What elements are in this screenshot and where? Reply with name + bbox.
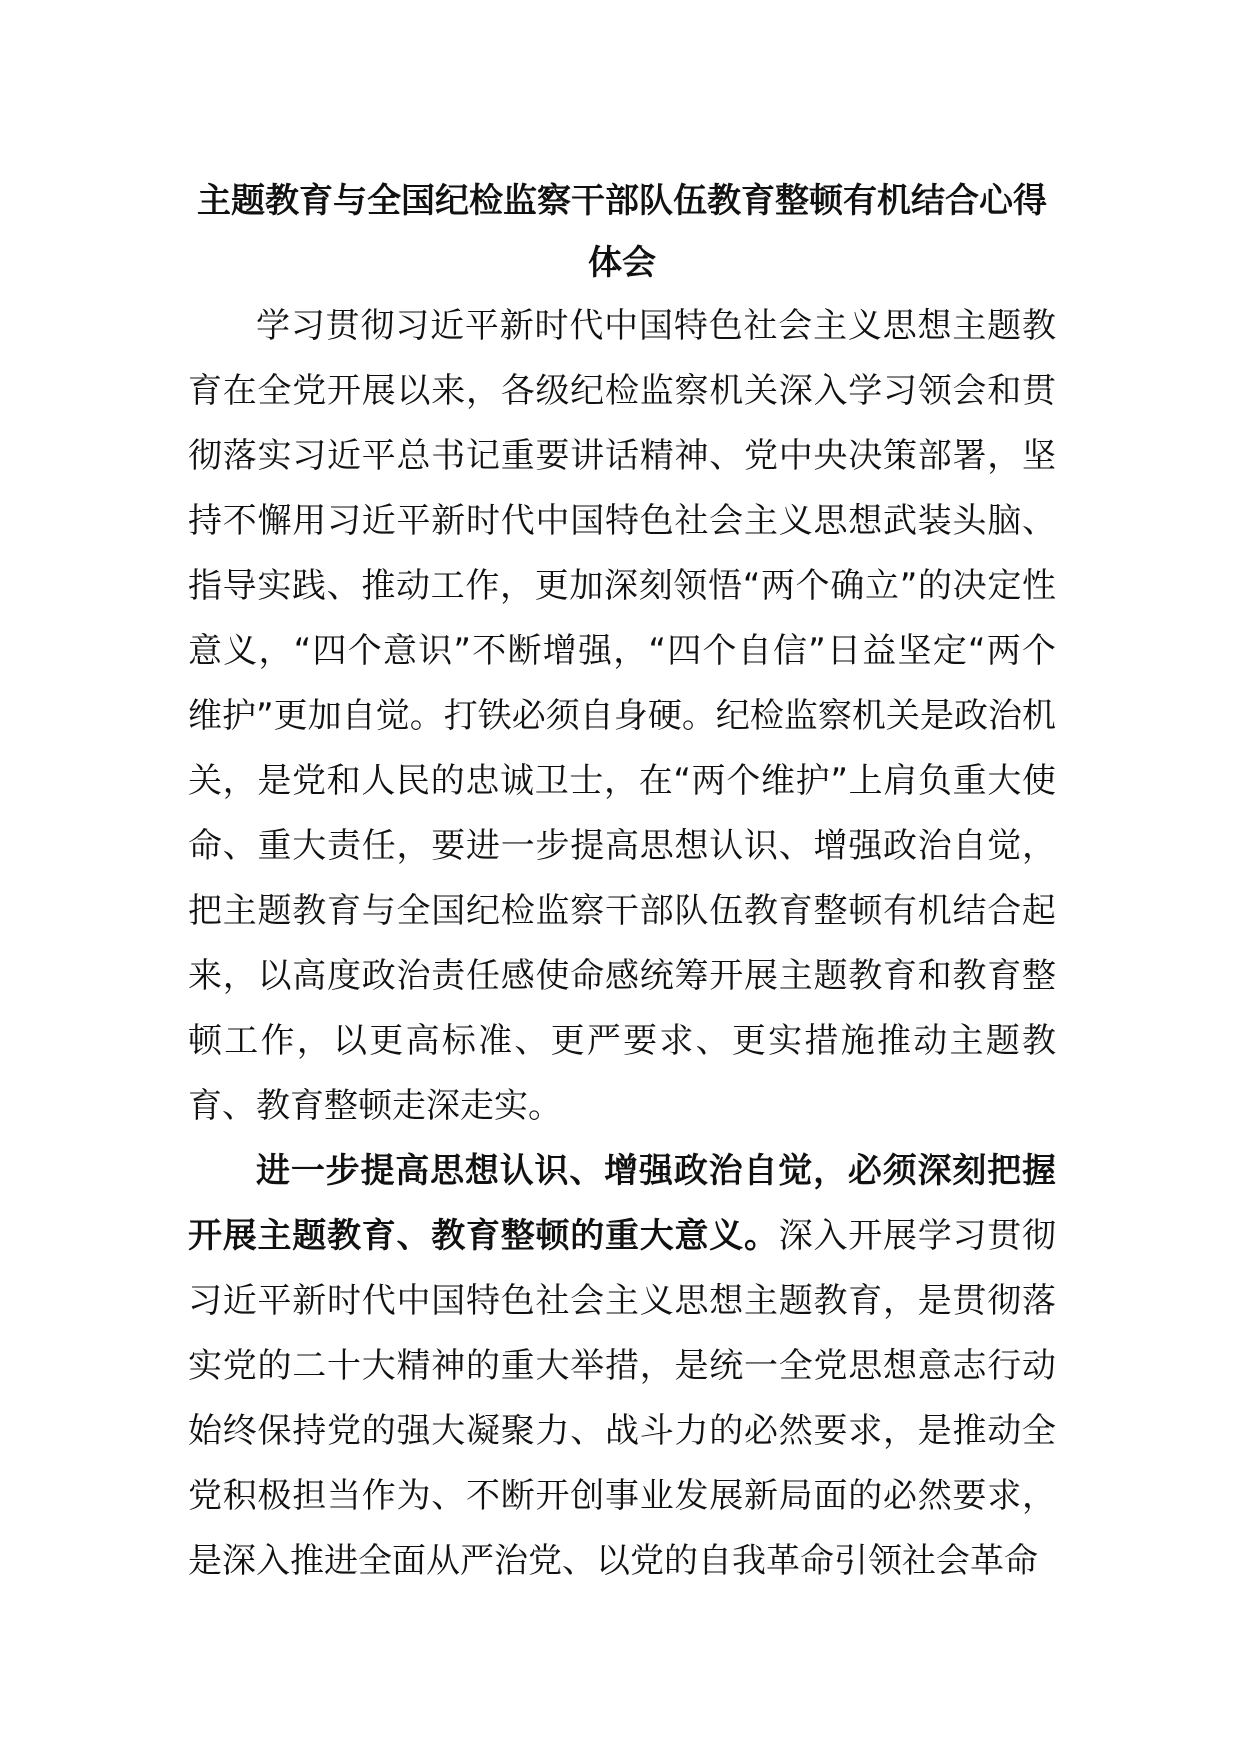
title-line-2: 体会 xyxy=(588,243,656,283)
paragraph-2-body: 深入开展学习贯彻习近平新时代中国特色社会主义思想主题教育，是贯彻落实党的二十大精神的重大举措，是统一全党思想意志行动始终保持党的强大凝聚力、战斗力的必然要求，是推动全党积极担当作为、不断开创事业发展新局面的必然要求，是深入推进全面从严治党、以党的自我革命引领社会革命 xyxy=(188,1216,1056,1581)
paragraph-2-lead: 进一步提高思想认识、增强政治自觉，必须深刻把握开展主题教育、教育整顿的重大意义。 xyxy=(188,1151,1056,1256)
document-body xyxy=(188,170,1056,1594)
document-title xyxy=(188,170,1056,294)
paragraph-1: 学习贯彻习近平新时代中国特色社会主义思想主题教育在全党开展以来，各级纪检监察机关深入学习领会和贯彻落实习近平总书记重要讲话精神、党中央决策部署，坚持不懈用习近平新时代中国特色社会主义思想武装头脑、指导实践、推动工作，更加深刻领悟“两个确立”的决定性意义，“四个意识”不断增强，“四个自信”日益坚定“两个维护”更加自觉。打铁必须自身硬。纪检监察机关是政治机关，是党和人民的忠诚卫士，在“两个维护”上肩负重大使命、重大责任，要进一步提高思想认识、增强政治自觉，把主题教育与全国纪检监察干部队伍教育整顿有机结合起来，以高度政治责任感使命感统筹开展主题教育和教育整顿工作，以更高标准、更严要求、更实措施推动主题教育、教育整顿走深走实。 xyxy=(188,306,1056,1126)
title-line-1: 主题教育与全国纪检监察干部队伍教育整顿有机结合心得 xyxy=(197,181,1047,221)
paragraph-2 xyxy=(188,1139,1056,1594)
